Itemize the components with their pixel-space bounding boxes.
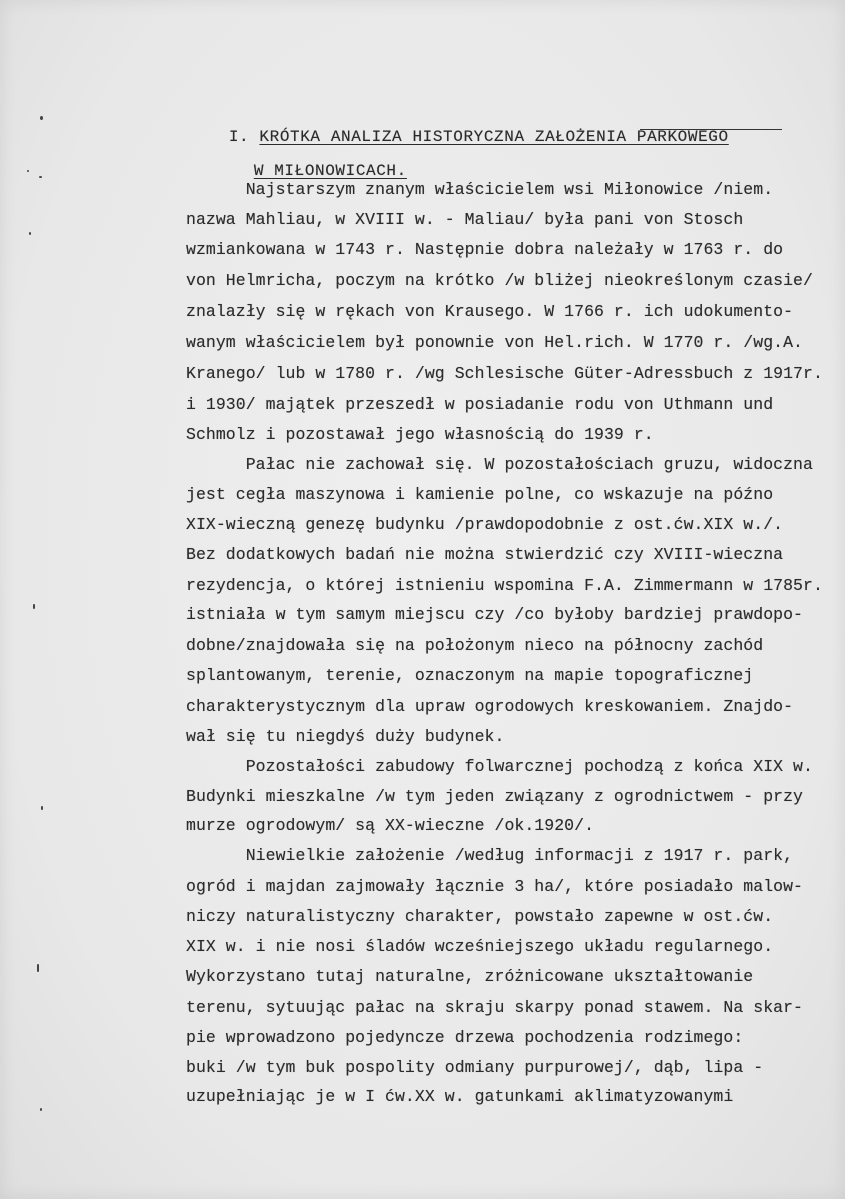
text-line: Schmolz i pozostawał jego własnością do 1939 r. [186,425,654,444]
text-line: buki /w tym buk pospolity odmiany purpurowej/, dąb, lipa - [186,1058,764,1077]
text-line: znalazły się w rękach von Krausego. W 1766 r. ich udokumento- [186,302,794,321]
text-line: ogród i majdan zajmowały łącznie 3 ha/, które posiadało malow- [186,877,803,896]
text-line: Bez dodatkowych badań nie można stwierdzić czy XVIII-wieczna [186,545,784,564]
margin-mark [33,604,35,609]
text-line: wał się tu niegdyś duży budynek. [186,727,505,746]
text-line: Kranego/ lub w 1780 r. /wg Schlesische Güter-Adressbuch z 1917r. [186,364,823,383]
text-line: splantowanym, terenie, oznaczonym na mapie topograficznej [186,666,754,685]
section-number: I. [228,128,250,146]
margin-mark [39,176,42,178]
section-title: KRÓTKA ANALIZA HISTORYCZNA ZAŁOŻENIA PARKOWEGO [259,128,729,146]
text-line: Niewielkie założenie /według informacji z 1917 r. park, [186,846,794,865]
text-line: jest cegła maszynowa i kamienie polne, co wskazuje na późno [186,485,774,504]
margin-mark [37,964,39,972]
text-line: i 1930/ majątek przeszedł w posiadanie rodu von Uthmann und [186,395,774,414]
text-line: Najstarszym znanym właścicielem wsi Miłonowice /niem. [186,180,774,199]
text-line: niczy naturalistyczny charakter, powstało zapewne w ost.ćw. [186,907,774,926]
text-line: wanym właścicielem był ponownie von Hel.rich. W 1770 r. /wg.A. [186,333,803,352]
text-line: terenu, sytuując pałac na skraju skarpy ponad stawem. Na skar- [186,998,803,1017]
text-line: nazwa Mahliau, w XVIII w. - Maliau/ była pani von Stosch [186,210,744,229]
heading-underline [640,129,782,130]
text-line: Budynki mieszkalne /w tym jeden związany z ogrodnictwem - przy [186,787,803,806]
text-line: wzmiankowana w 1743 r. Następnie dobra należały w 1763 r. do [186,240,784,259]
text-line: dobne/znajdowała się na położonym nieco na północny zachód [186,636,764,655]
margin-mark [27,170,29,172]
margin-mark [41,806,43,810]
margin-mark [29,232,31,235]
text-line: Pałac nie zachował się. W pozostałościach gruzu, widoczna [186,455,813,474]
text-line: Pozostałości zabudowy folwarcznej pochodzą z końca XIX w. [186,757,813,776]
margin-mark [40,116,43,120]
text-line: rezydencja, o której istnieniu wspomina F.A. Zimmermann w 1785r. [186,576,823,595]
text-line: Wykorzystano tutaj naturalne, zróżnicowane ukształtowanie [186,967,754,986]
text-line: murze ogrodowym/ są XX-wieczne /ok.1920/. [186,816,595,835]
margin-mark [40,1108,42,1111]
section-title-place: W MIŁONOWICACH. [253,162,407,180]
text-line: XIX w. i nie nosi śladów wcześniejszego układu regularnego. [186,937,774,956]
text-line: charakterystycznym dla upraw ogrodowych kreskowaniem. Znajdo- [186,697,794,716]
text-line: pie wprowadzono pojedyncze drzewa pochodzenia rodzimego: [186,1028,744,1047]
text-line: XIX-wieczną genezę budynku /prawdopodobnie z ost.ćw.XIX w./. [186,515,784,534]
text-line: von Helmricha, poczym na krótko /w bliżej nieokreślonym czasie/ [186,271,813,290]
text-line: uzupełniając je w I ćw.XX w. gatunkami aklimatyzowanymi [186,1087,734,1106]
text-line: istniała w tym samym miejscu czy /co byłoby bardziej prawdopo- [186,605,803,624]
